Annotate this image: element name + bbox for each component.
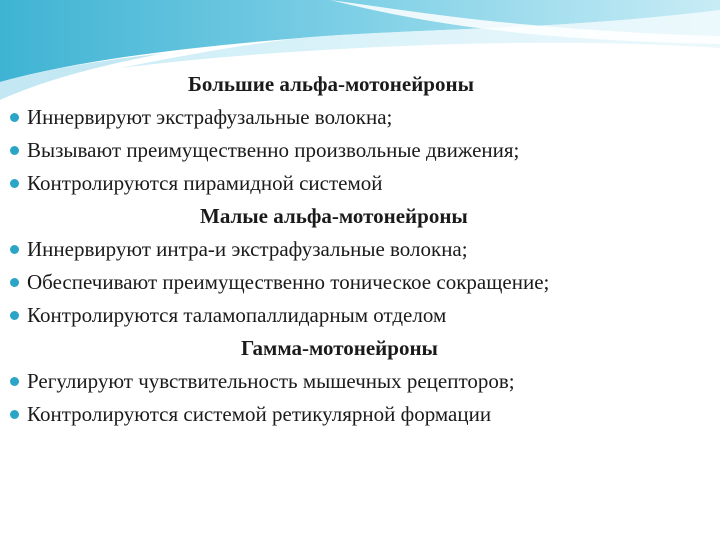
list-item: [10, 299, 446, 332]
list-item: [10, 134, 519, 167]
bullet-icon: [10, 311, 19, 320]
bullet-icon: [10, 377, 19, 386]
list-item-text: Иннервируют экстрафузальные волокна;: [27, 105, 393, 129]
bullet-icon: [10, 146, 19, 155]
bullet-icon: [10, 410, 19, 419]
bullet-icon: [10, 278, 19, 287]
bullet-icon: [10, 245, 19, 254]
list-item-text: Контролируются таламопаллидарным отделом: [27, 303, 447, 327]
list-item: [10, 101, 392, 134]
bullet-icon: [10, 179, 19, 188]
list-item: [10, 266, 549, 299]
list-item: [10, 365, 515, 398]
section-heading-small-alpha: Малые альфа-мотонейроны: [200, 204, 468, 228]
section-heading-large-alpha: Большие альфа-мотонейроны: [188, 72, 474, 96]
list-item: [10, 167, 383, 200]
list-item-text: Иннервируют интра-и экстрафузальные волокна;: [27, 237, 468, 261]
list-item-text: Регулируют чувствительность мышечных рецепторов;: [27, 369, 515, 393]
list-item-text: Контролируются пирамидной системой: [27, 171, 383, 195]
list-item-text: Обеспечивают преимущественно тоническое сокращение;: [27, 270, 550, 294]
list-item: [10, 233, 468, 266]
list-item-text: Контролируются системой ретикулярной формации: [27, 402, 492, 426]
list-item-text: Вызывают преимущественно произвольные движения;: [27, 138, 520, 162]
bullet-icon: [10, 113, 19, 122]
list-item: [10, 398, 491, 431]
section-heading-gamma: Гамма-мотонейроны: [241, 336, 438, 360]
